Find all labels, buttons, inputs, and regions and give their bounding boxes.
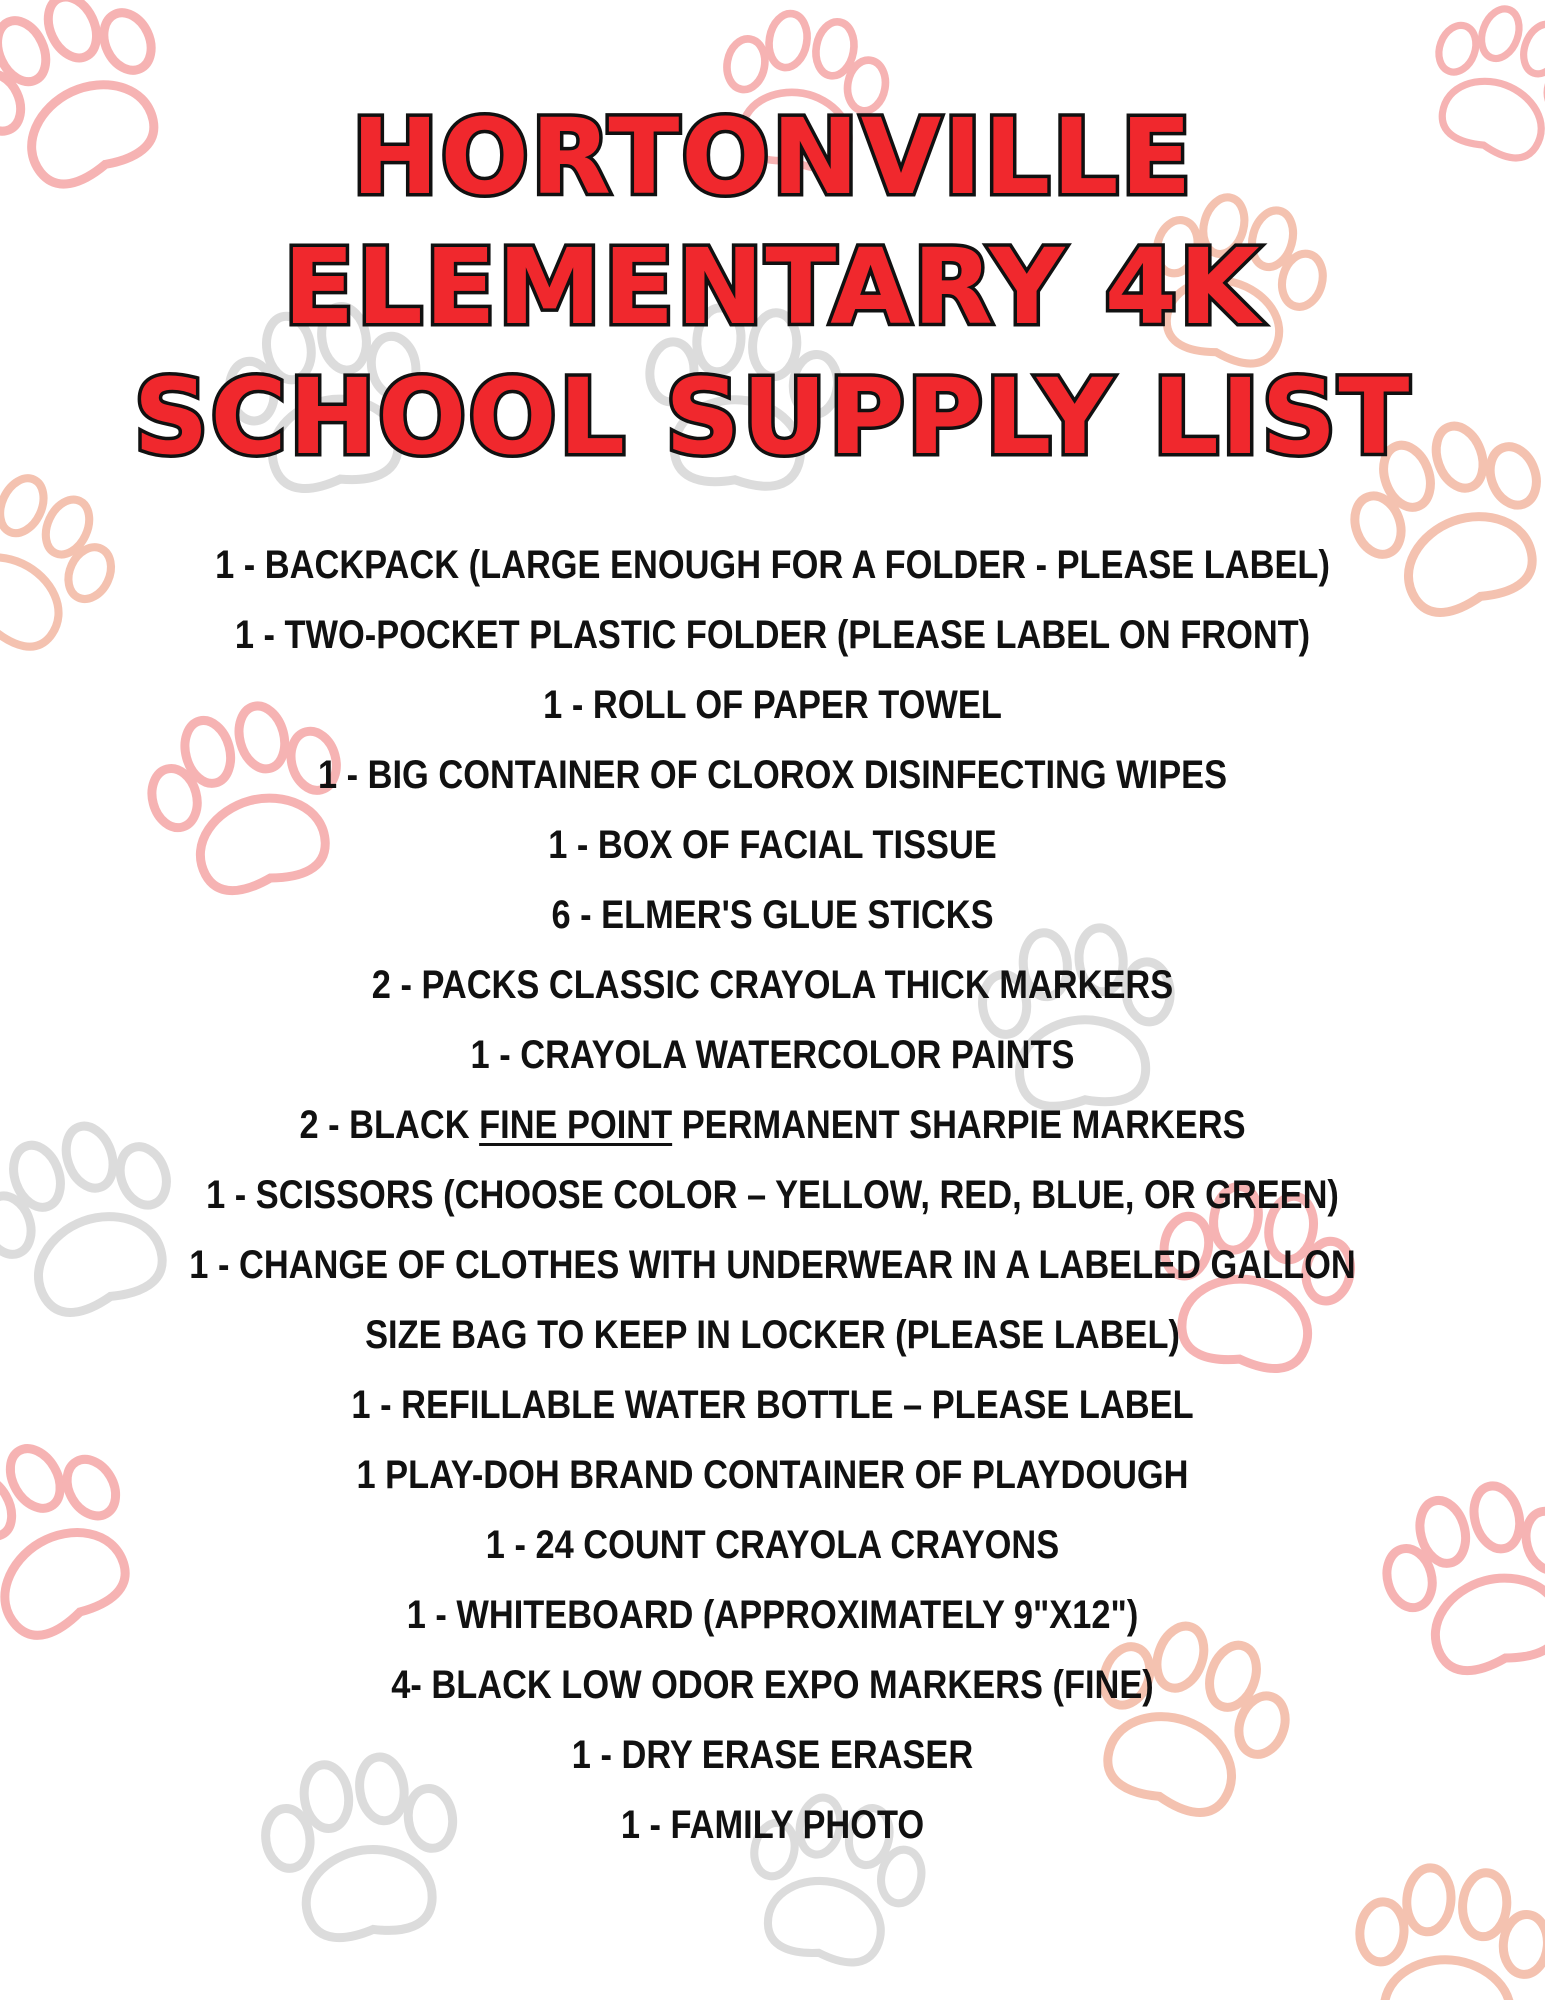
list-item: 1 - BACKPACK (LARGE ENOUGH FOR A FOLDER - PLEASE LABEL) bbox=[215, 543, 1330, 587]
list-item: 1 - TWO-POCKET PLASTIC FOLDER (PLEASE LABEL ON FRONT) bbox=[234, 613, 1311, 657]
list-item: SIZE BAG TO KEEP IN LOCKER (PLEASE LABEL) bbox=[365, 1313, 1180, 1357]
list-item: 1 PLAY-DOH BRAND CONTAINER OF PLAYDOUGH bbox=[356, 1453, 1189, 1497]
list-item: 1 - 24 COUNT CRAYOLA CRAYONS bbox=[485, 1523, 1060, 1567]
list-item bbox=[108, 1090, 1437, 1160]
list-item: 2 - PACKS CLASSIC CRAYOLA THICK MARKERS bbox=[371, 963, 1174, 1007]
list-item: 6 - ELMER'S GLUE STICKS bbox=[551, 893, 994, 937]
list-item: 1 - SCISSORS (CHOOSE COLOR – YELLOW, RED, BLUE, OR GREEN) bbox=[206, 1173, 1339, 1217]
supply-list bbox=[0, 530, 1545, 1860]
title-line: SCHOOL SUPPLY LIST bbox=[133, 356, 1412, 478]
list-item: 1 - FAMILY PHOTO bbox=[620, 1803, 925, 1847]
list-item: 1 - REFILLABLE WATER BOTTLE – PLEASE LABEL bbox=[351, 1383, 1194, 1427]
list-item: 4- BLACK LOW ODOR EXPO MARKERS (FINE) bbox=[391, 1663, 1154, 1707]
list-item: 1 - BIG CONTAINER OF CLOROX DISINFECTING WIPES bbox=[317, 753, 1228, 797]
list-item: 1 - CHANGE OF CLOTHES WITH UNDERWEAR IN A LABELED GALLON bbox=[189, 1243, 1356, 1287]
title-line: HORTONVILLE bbox=[351, 96, 1194, 218]
paw-print-icon bbox=[1351, 1862, 1545, 2000]
item-text: PERMANENT SHARPIE MARKERS bbox=[672, 1103, 1246, 1147]
list-item: 1 - ROLL OF PAPER TOWEL bbox=[543, 683, 1002, 727]
item-text: 2 - BLACK bbox=[299, 1103, 480, 1147]
list-item: 1 - BOX OF FACIAL TISSUE bbox=[548, 823, 997, 867]
item-emphasis: FINE POINT bbox=[479, 1103, 673, 1147]
page-title bbox=[0, 92, 1545, 482]
list-item: 1 - WHITEBOARD (APPROXIMATELY 9"X12") bbox=[406, 1593, 1139, 1637]
list-item: 1 - CRAYOLA WATERCOLOR PAINTS bbox=[470, 1033, 1075, 1077]
list-item: 1 - DRY ERASE ERASER bbox=[571, 1733, 974, 1777]
title-line: ELEMENTARY 4K bbox=[283, 226, 1262, 348]
